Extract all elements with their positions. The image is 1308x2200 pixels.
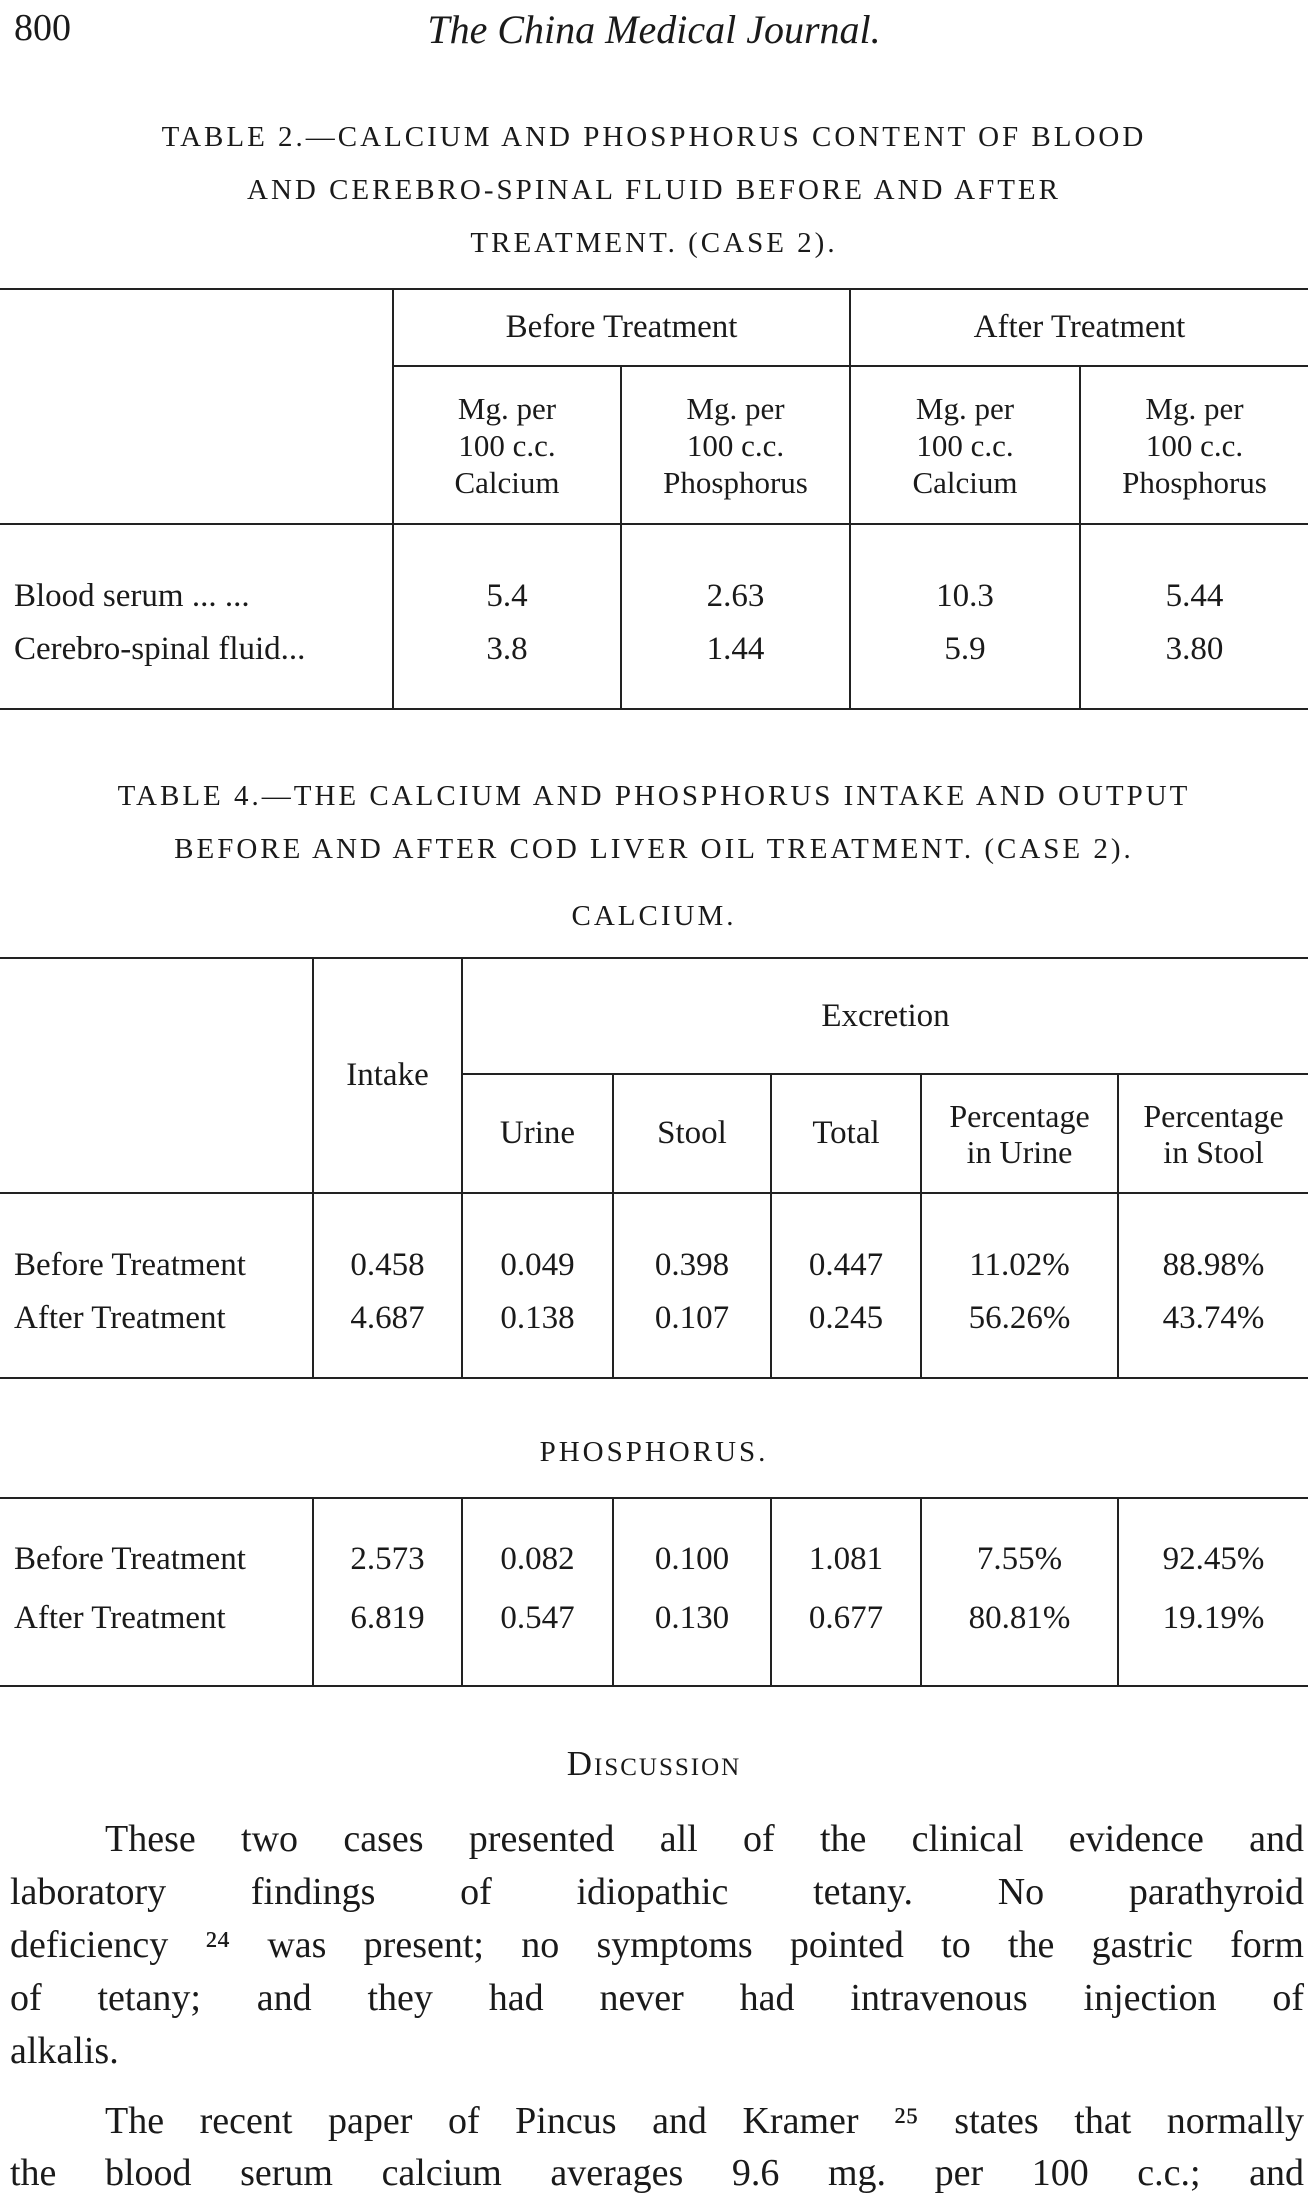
table-cell: 0.677 bbox=[771, 1590, 921, 1686]
table-cell: 88.98% bbox=[1118, 1193, 1308, 1300]
table4-phosphorus bbox=[0, 1497, 1308, 1687]
table2-sub-header: Mg. per 100 c.c. Phosphorus bbox=[1080, 366, 1308, 524]
table-cell: 7.55% bbox=[921, 1498, 1118, 1590]
table2-group-header: Before Treatment bbox=[393, 289, 850, 366]
row-label: Before Treatment bbox=[14, 1247, 246, 1283]
table-row bbox=[0, 1590, 1308, 1686]
table-cell: 0.138 bbox=[462, 1300, 613, 1378]
row-label: Cerebro-spinal fluid... bbox=[0, 631, 393, 709]
table-cell: 0.100 bbox=[613, 1498, 771, 1590]
table-row bbox=[0, 1300, 1308, 1378]
table4-caption-line: TABLE 4.—THE CALCIUM AND PHOSPHORUS INTAKE AND OUTPUT bbox=[117, 780, 1191, 812]
discussion-title: Discussion bbox=[566, 1744, 742, 1783]
table-cell: 3.80 bbox=[1080, 631, 1308, 709]
table2-caption bbox=[0, 111, 1308, 270]
table2-caption-line: TABLE 2.—CALCIUM AND PHOSPHORUS CONTENT OF BLOOD bbox=[161, 121, 1147, 153]
paragraph-line: laboratory findings of idiopathic tetany. No parathyroid bbox=[10, 1871, 1304, 1913]
paragraph-line: deficiency ²⁴ was present; no symptoms pointed to the gastric form bbox=[10, 1924, 1304, 1966]
table-cell: 0.107 bbox=[613, 1300, 771, 1378]
table-cell: 0.049 bbox=[462, 1193, 613, 1300]
table-row bbox=[0, 631, 1308, 709]
table4-sub-header: Percentage in Stool bbox=[1118, 1074, 1308, 1193]
table-cell: 5.4 bbox=[393, 524, 621, 631]
table-cell: 11.02% bbox=[921, 1193, 1118, 1300]
table4-calcium bbox=[0, 957, 1308, 1379]
table-cell: 5.44 bbox=[1080, 524, 1308, 631]
table-cell: 3.8 bbox=[393, 631, 621, 709]
table-row bbox=[0, 524, 1308, 631]
row-label: Blood serum ... ... bbox=[14, 578, 250, 614]
table-cell: 0.245 bbox=[771, 1300, 921, 1378]
intake-header: Intake bbox=[313, 958, 462, 1193]
table-cell: 80.81% bbox=[921, 1590, 1118, 1686]
table4-sub-header: Percentage in Urine bbox=[921, 1074, 1118, 1193]
table-cell: 1.081 bbox=[771, 1498, 921, 1590]
table4-sub-header: Stool bbox=[613, 1074, 771, 1193]
table-cell: 19.19% bbox=[1118, 1590, 1308, 1686]
table-cell: 92.45% bbox=[1118, 1498, 1308, 1590]
row-label: After Treatment bbox=[0, 1300, 313, 1378]
paragraph-line: alkalis. bbox=[10, 2030, 119, 2072]
table4-corner-cell bbox=[0, 958, 313, 1193]
table-cell: 43.74% bbox=[1118, 1300, 1308, 1378]
table-cell: 0.458 bbox=[313, 1193, 462, 1300]
table2-sub-header: Mg. per 100 c.c. Calcium bbox=[850, 366, 1080, 524]
table-cell: 0.130 bbox=[613, 1590, 771, 1686]
calcium-heading: CALCIUM. bbox=[571, 900, 737, 932]
table4-caption-line: BEFORE AND AFTER COD LIVER OIL TREATMENT. (CASE 2). bbox=[174, 833, 1134, 865]
table-cell: 0.082 bbox=[462, 1498, 613, 1590]
table-cell: 4.687 bbox=[313, 1300, 462, 1378]
journal-title: The China Medical Journal. bbox=[427, 7, 881, 52]
table-row bbox=[0, 1193, 1308, 1300]
page-number: 800 bbox=[14, 7, 71, 49]
paragraph-line: of tetany; and they had never had intravenous injection of bbox=[10, 1977, 1304, 2019]
table2-sub-header: Mg. per 100 c.c. Calcium bbox=[393, 366, 621, 524]
table-cell: 56.26% bbox=[921, 1300, 1118, 1378]
table-cell: 0.398 bbox=[613, 1193, 771, 1300]
table2-corner-cell bbox=[0, 289, 393, 524]
table-cell: 6.819 bbox=[313, 1590, 462, 1686]
table-cell: 5.9 bbox=[850, 631, 1080, 709]
table-row bbox=[0, 1498, 1308, 1590]
table4-caption bbox=[0, 770, 1308, 876]
table-cell: 0.547 bbox=[462, 1590, 613, 1686]
table-cell: 1.44 bbox=[621, 631, 850, 709]
row-label: Before Treatment bbox=[0, 1498, 313, 1590]
table2-group-header: After Treatment bbox=[850, 289, 1308, 366]
table-cell: 10.3 bbox=[850, 524, 1080, 631]
table4-sub-header: Urine bbox=[462, 1074, 613, 1193]
table-cell: 2.63 bbox=[621, 524, 850, 631]
excretion-header: Excretion bbox=[462, 958, 1308, 1074]
page-header bbox=[14, 6, 1294, 62]
table4-sub-header: Total bbox=[771, 1074, 921, 1193]
table-cell: 2.573 bbox=[313, 1498, 462, 1590]
table2 bbox=[0, 288, 1308, 710]
table2-sub-header: Mg. per 100 c.c. Phosphorus bbox=[621, 366, 850, 524]
paragraph-line: the blood serum calcium averages 9.6 mg. per 100 c.c.; and bbox=[10, 2152, 1304, 2194]
table2-caption-line: AND CEREBRO-SPINAL FLUID BEFORE AND AFTER bbox=[247, 174, 1061, 206]
row-label: After Treatment bbox=[0, 1590, 313, 1686]
phosphorus-heading: PHOSPHORUS. bbox=[539, 1436, 769, 1468]
paragraph-line: The recent paper of Pincus and Kramer ²⁵ states that normally bbox=[105, 2100, 1304, 2142]
table-cell: 0.447 bbox=[771, 1193, 921, 1300]
table2-caption-line: TREATMENT. (CASE 2). bbox=[470, 227, 838, 259]
paragraph-line: These two cases presented all of the clinical evidence and bbox=[105, 1818, 1304, 1860]
